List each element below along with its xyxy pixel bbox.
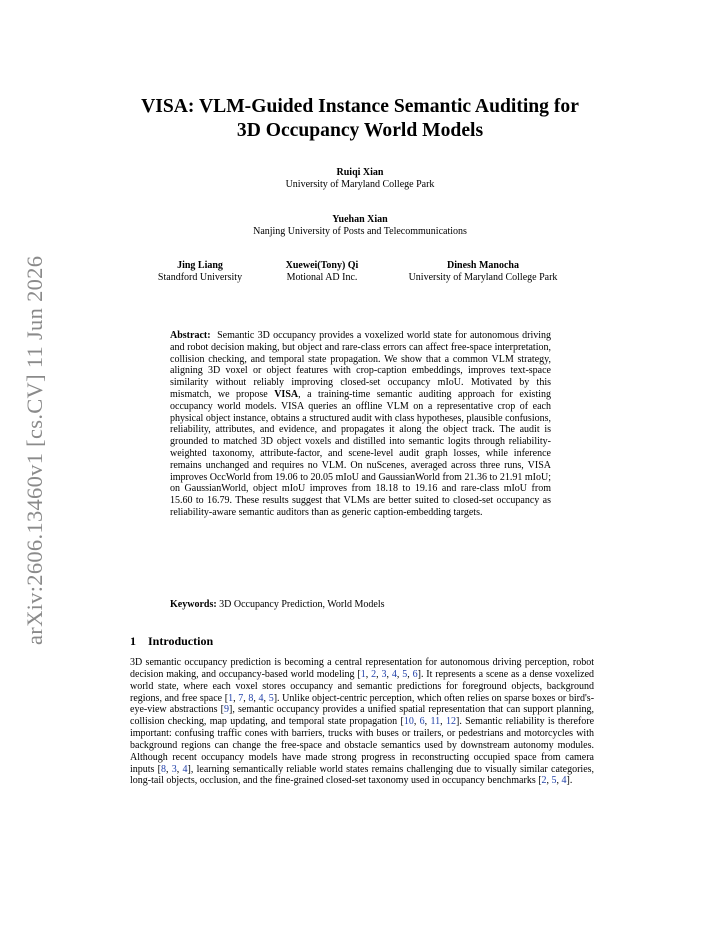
intro-text: ,: [263, 692, 269, 704]
intro-text: ,: [253, 692, 259, 704]
author-block-1: [210, 167, 510, 191]
intro-text: 3D semantic occupancy prediction is becoming a central representation for autonomous driving perception, robot decision making, and occupancy-based world modeling [: [130, 657, 594, 680]
keywords-text: 3D Occupancy Prediction, World Models: [219, 599, 385, 610]
citation-link[interactable]: 2: [541, 775, 547, 787]
intro-text: ,: [243, 692, 249, 704]
abstract-text-1: Semantic 3D occupancy provides a voxelized world state for autonomous driving and robot decision making, but object and rare-class errors can affect free-space interpretation, collision checking, and temporal state propagation. We show that a common VLM strategy, aligning 3D voxel or object features with crop-caption embeddings, improves text-space similarity without reliably improving closed-set occupancy mIoU. Motivated by this mismatch, we propose: [170, 330, 552, 400]
keywords: [170, 599, 551, 611]
section-number: 1: [130, 634, 136, 648]
citation-link[interactable]: 4: [258, 692, 264, 704]
author-block-3: [140, 260, 260, 284]
citation-link[interactable]: 2: [371, 668, 377, 680]
intro-text: ,: [546, 775, 552, 787]
author-name: Jing Liang: [177, 260, 223, 271]
citation-link[interactable]: 11: [430, 716, 441, 728]
intro-text: ,: [396, 668, 403, 680]
citation-link[interactable]: 5: [551, 775, 557, 787]
intro-text: ,: [233, 692, 239, 704]
author-block-2: [210, 214, 510, 238]
intro-text: ], learning semantically reliable world states remains challenging due to visually similar categories, long-tail objects, occlusion, and the fine-grained closed-set taxonomy used in occupancy benchmarks [: [130, 763, 595, 787]
paper-title: [100, 95, 620, 143]
intro-text: ], semantic occupancy provides a unified spatial representation that can support planning, collision checking, map updating, and temporal state propagation [: [130, 704, 594, 728]
author-affiliation: Standford University: [157, 272, 243, 283]
intro-text: ].: [566, 775, 573, 787]
abstract-visa: VISA: [274, 388, 299, 400]
intro-text: ,: [413, 716, 420, 728]
author-name: Dinesh Manocha: [447, 260, 519, 271]
title-line-2: 3D Occupancy World Models: [236, 120, 484, 141]
author-block-5: [388, 260, 578, 284]
citation-link[interactable]: 6: [412, 668, 418, 680]
author-affiliation: University of Maryland College Park: [285, 179, 435, 190]
intro-text: ,: [556, 775, 562, 787]
intro-text: ,: [424, 716, 431, 728]
citation-link[interactable]: 3: [171, 763, 177, 775]
citation-link[interactable]: 10: [403, 716, 414, 728]
citation-link[interactable]: 8: [161, 763, 167, 775]
intro-text: ,: [440, 716, 446, 728]
section-title: Introduction: [148, 634, 214, 648]
section-heading: [130, 634, 213, 649]
intro-text: ,: [407, 668, 413, 680]
arxiv-id: arXiv:2606.13460v1 [cs.CV] 11 Jun 2026: [22, 255, 47, 645]
citation-link[interactable]: 1: [360, 668, 366, 680]
intro-text: ]. Semantic reliability is therefore important: confusing traffic cones with barriers, trucks with buses or trailers, or pedestrians and motorcycles with background regions can change the free-space and obstacle semantics used by downstream autonomy modules. Although recent occupancy models have made strong progress in reconstructing occupied space from camera inputs [: [130, 716, 595, 775]
intro-text: ,: [176, 763, 183, 775]
author-affiliation: Motional AD Inc.: [286, 272, 358, 283]
abstract-label: Abstract:: [170, 330, 211, 341]
citation-link[interactable]: 8: [248, 692, 254, 704]
title-line-1: VISA: VLM-Guided Instance Semantic Auditing for: [141, 96, 579, 117]
citation-link[interactable]: 1: [228, 692, 234, 704]
intro-text: ,: [376, 668, 382, 680]
citation-link[interactable]: 5: [268, 692, 274, 704]
citation-link[interactable]: 12: [446, 716, 456, 728]
intro-paragraph: [130, 657, 594, 787]
citation-link[interactable]: 9: [224, 704, 230, 716]
author-name: Ruiqi Xian: [336, 167, 384, 178]
author-block-4: [267, 260, 377, 284]
citation-link[interactable]: 4: [561, 775, 567, 787]
author-affiliation: Nanjing University of Posts and Telecommunications: [253, 226, 467, 237]
author-name: Xuewei(Tony) Qi: [285, 260, 359, 271]
abstract-text-2: , a training-time semantic auditing approach for existing occupancy world models. VISA queries an offline VLM on a representative crop of each physical object instance, obtains a structured audit with class hypotheses, plausible confusions, reliability, attributes, and evidence, and propagates it along the object track. The audit is grounded to matched 3D object voxels and distilled into semantic logits through reliability-weighted taxonomy, attribute-factor, and scene-level audit graph losses, while inference remains unchanged and requires no VLM. On nuScenes, averaged across three runs, VISA improves OccWorld from 19.06 to 20.05 mIoU and GaussianWorld from 21.36 to 21.91 mIoU; on GaussianWorld, object mIoU improves from 18.18 to 19.16 and rare-class mIoU from 15.60 to 16.79. These results suggest that VLMs are better suited to closed-set occupancy as reliability-aware semantic auditors than as generic caption-embedding targets.: [170, 388, 552, 518]
abstract: [170, 330, 551, 519]
keywords-label: Keywords:: [170, 599, 217, 610]
author-affiliation: University of Maryland College Park: [408, 272, 558, 283]
citation-link[interactable]: 5: [402, 668, 408, 680]
citation-link[interactable]: 7: [238, 692, 244, 704]
intro-text: ,: [386, 668, 392, 680]
citation-link[interactable]: 4: [391, 668, 397, 680]
intro-text: ]. It represents a scene as a dense voxelized world state, where each voxel stores occupancy and semantic predictions for foreground objects, background regions, and free space [: [130, 668, 595, 704]
intro-text: ,: [365, 668, 372, 680]
intro-text: ]. Unlike object-centric perception, which often relies on sparse boxes or bird's-eye-view abstractions [: [130, 692, 595, 716]
intro-text: ,: [166, 763, 172, 775]
author-name: Yuehan Xian: [332, 214, 388, 225]
citation-link[interactable]: 3: [381, 668, 387, 680]
citation-link[interactable]: 4: [182, 763, 188, 775]
citation-link[interactable]: 6: [419, 716, 425, 728]
